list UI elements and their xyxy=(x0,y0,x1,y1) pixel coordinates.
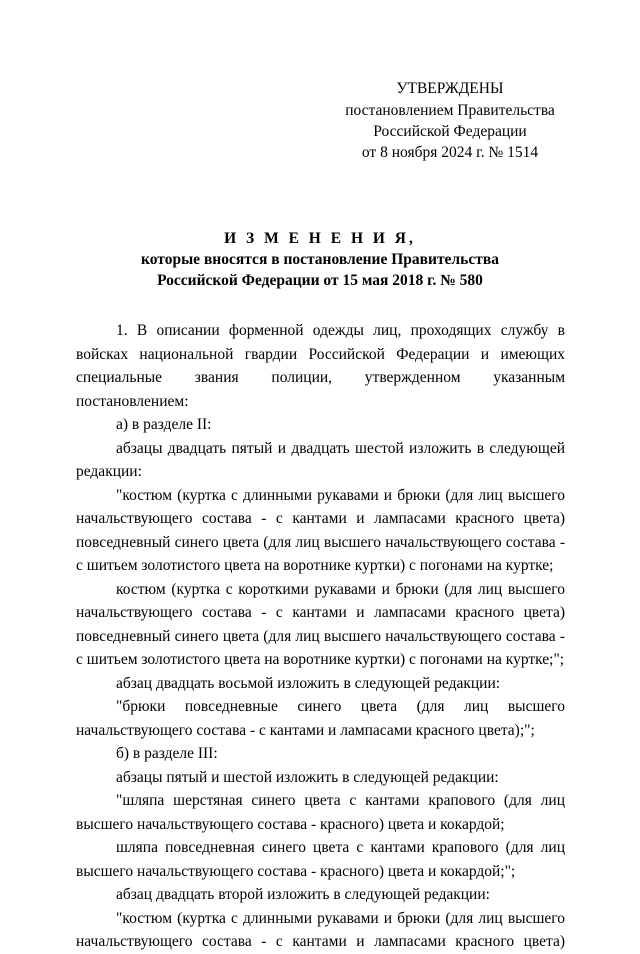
approval-line-3: от 8 ноября 2024 г. № 1514 xyxy=(361,144,539,161)
paragraph-3: абзацы двадцать пятый и двадцать шестой изложить в следующей редакции: xyxy=(76,439,565,480)
paragraph-13: "костюм (куртка с длинными рукавами и брюки (для лиц высшего начальствующего состава - с кантами и лампасами красного цвета) xyxy=(76,909,565,950)
paragraph-12: абзац двадцать второй изложить в следующей редакции: xyxy=(116,886,490,903)
document-body xyxy=(76,319,565,954)
approval-block xyxy=(330,78,570,163)
title-line-1: И З М Е Н Е Н И Я, xyxy=(224,230,416,247)
paragraph-8: б) в разделе III: xyxy=(116,745,218,762)
document-title xyxy=(60,228,580,291)
paragraph-1: 1. В описании форменной одежды лиц, проходящих службу в войсках национальной гвардии Российской Федерации и имеющих специальные звания полиции, утвержденном указанным постановлением: xyxy=(76,322,565,410)
paragraph-5: костюм (куртка с короткими рукавами и брюки (для лиц высшего начальствующего состава - с кантами и лампасами красного цвета) повседневный синего цвета (для лиц высшего начальствующего состава - с шитьем золотистого цвета на воротнике куртки) с погонами на куртке;"; xyxy=(76,580,565,668)
paragraph-11: шляпа повседневная синего цвета с кантами крапового (для лиц высшего начальствующего состава - красного) цвета и кокардой;"; xyxy=(76,839,565,880)
approval-heading: УТВЕРЖДЕНЫ xyxy=(396,80,504,97)
paragraph-10: "шляпа шерстяная синего цвета с кантами крапового (для лиц высшего начальствующего состава - красного) цвета и кокардой; xyxy=(76,792,565,833)
paragraph-9: абзацы пятый и шестой изложить в следующей редакции: xyxy=(116,768,499,786)
paragraph-4: "костюм (куртка с длинными рукавами и брюки (для лиц высшего начальствующего состава - с кантами и лампасами красного цвета) повседневный синего цвета (для лиц высшего начальствующего состава - с шитьем золотистого цвета на воротнике куртки) с погонами на куртке; xyxy=(76,486,565,574)
paragraph-6: абзац двадцать восьмой изложить в следующей редакции: xyxy=(116,674,501,692)
paragraph-2: а) в разделе II: xyxy=(116,416,212,433)
approval-line-2: Российской Федерации xyxy=(373,123,527,140)
approval-line-1: постановлением Правительства xyxy=(345,102,555,119)
title-line-2: которые вносятся в постановление Правительства xyxy=(141,251,499,268)
paragraph-7: "брюки повседневные синего цвета (для лиц высшего начальствующего состава - с кантами и лампасами красного цвета);"; xyxy=(76,698,565,739)
title-line-3: Российской Федерации от 15 мая 2018 г. № 580 xyxy=(157,272,483,289)
